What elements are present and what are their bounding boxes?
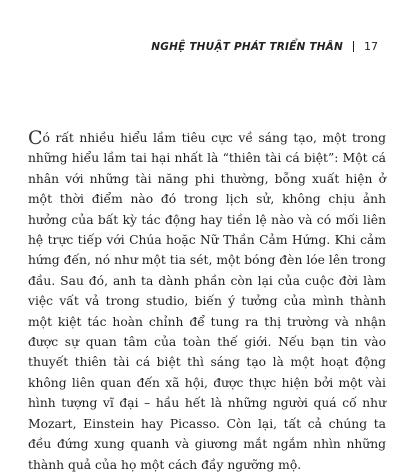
paragraph-text: ó rất nhiều hiểu lầm tiêu cực về sáng tạo, một trong những hiểu lầm tai hại nhất là “thiên tài cá biệt”: Một cá nhân với những tài năng phi thường, bỗng xuất hiện ở một thời điểm nào đó trong lịch sử, không chịu ảnh hưởng của bất kỳ tác động hay tiền lệ nào và có mối liên hệ trực tiếp với Chúa hoặc Nữ Thần Cảm Hứng. Khi cảm hứng đến, nó như một tia sét, một bóng đèn lóe lên trong đầu. Sau đó, anh ta dành phần còn lại của cuộc đời làm việc vất vả trong studio, biến ý tưởng của mình thành một kiệt tác hoàn chỉnh để tung ra thị trường và nhận được sự quan tâm của toàn thế giới. Nếu bạn tin vào thuyết thiên tài cá biệt thì sáng tạo là một hoạt động không liên quan đến xã hội, được thực hiện bởi một vài hình tượng vĩ đại – hầu hết là những người quá cố như Mozart, Einstein hay Picasso. Còn lại, tất cả chúng ta đều đứng xung quanh và giương mắt ngắm nhìn những thành quả của họ một cách đầy ngưỡng mộ. (28, 131, 386, 472)
header-divider (353, 41, 354, 52)
running-head (151, 40, 378, 53)
running-title: NGHỆ THUẬT PHÁT TRIỂN THÂN (151, 40, 343, 53)
paragraph-initial: C (28, 127, 43, 149)
page-number: 17 (364, 40, 378, 53)
body-paragraph (28, 128, 386, 475)
